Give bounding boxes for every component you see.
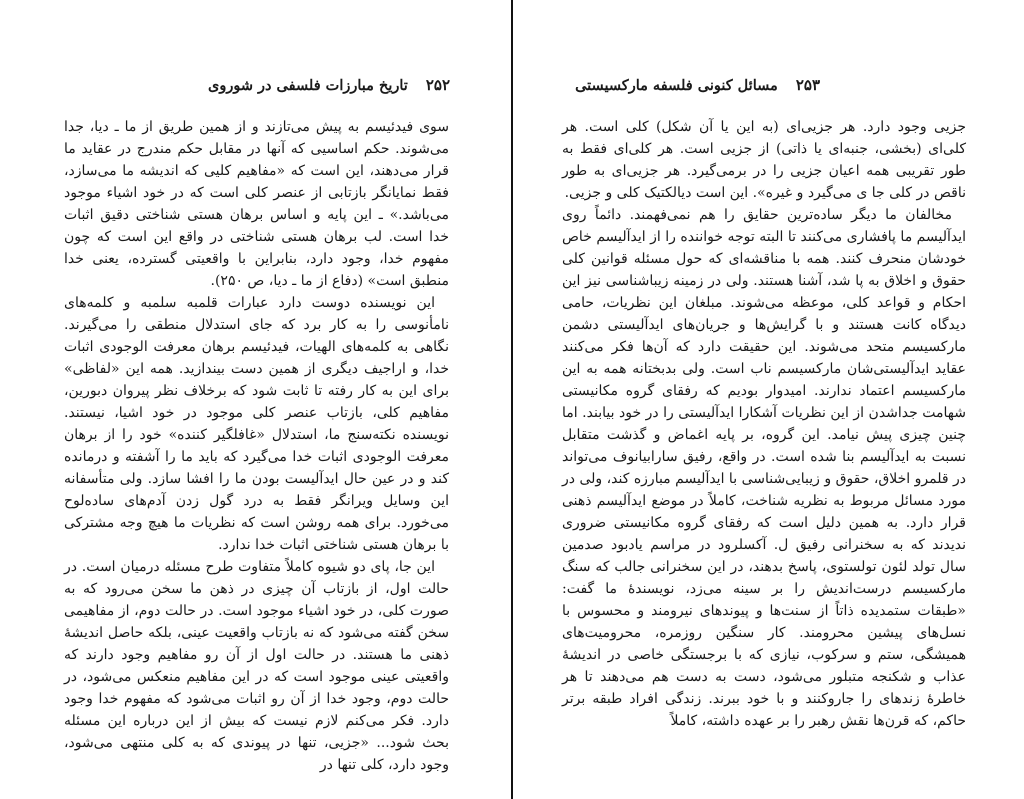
left-page bbox=[0, 0, 510, 799]
right-running-title: مسائل کنونی فلسفه مارکسیستی bbox=[575, 77, 778, 94]
left-page-body bbox=[64, 116, 449, 776]
paragraph: این نویسنده دوست دارد عبارات قلمبه سلمبه و کلمه‌های نامأنوسی را به کار برد که جای استدلال منطقی را می‌گیرند. نگاهی به کلمه‌های الهیات، فیدئیسم برهان معرفت الوجودی اثبات خدا، و اراجیف دیگری از همین دست بیندازید. همه این «لفاظی» برای این به کار رفته تا ثابت شود که برخلاف نظر پیروان دبورین، مفاهیم کلی، بازتاب عنصر کلی موجود در خود اشیا، نیستند. نویسنده نکته‌سنج ما، استدلال «غافلگیر کننده» خود را از برهان معرفت الوجودی اثبات خدا می‌گیرد که باید ما را آشفته و درمانده کند و در عین حال ایدآلیست بودن ما را افشا سازد. ولی متأسفانه این وسایل ویرانگر فقط به درد گول زدن آدم‌های ساده‌لوح می‌خورد. برای همه روشن است که نظریات ما هیچ وجه مشترکی با برهان هستی شناختی اثبات خدا ندارد. bbox=[64, 295, 449, 553]
right-page-number: ۲۵۳ bbox=[795, 76, 820, 94]
right-page bbox=[514, 0, 1024, 799]
left-running-title: تاریخ مبارزات فلسفی در شوروی bbox=[208, 77, 408, 94]
paragraph: جزیی وجود دارد. هر جزیی‌ای (به این یا آن شکل) کلی است. هر کلی‌ای (بخشی، جنبه‌ای یا ذاتی) از جزیی است. هر کلی‌ای فقط به طور تقریبی همه اعیان جزیی را در برمی‌گیرد. هر جزیی‌ای به طور ناقص در کلی جا ی می‌گیرد و غیره». این است دیالکتیک کلی و جزیی. bbox=[562, 119, 966, 201]
right-page-header bbox=[560, 76, 820, 98]
paragraph: سوی فیدئیسم به پیش می‌تازند و از همین طریق از ما ـ دیا، جدا می‌شوند. حکم اساسیی که آنها در مقابل حکم مندرج در عقاید ما قرار می‌دهند، این است که «مفاهیم کلیی که اندیشه ما می‌سازد، فقط نمایانگر بازتابی از عنصر کلی است که در خود اشیاء موجود می‌باشد.» ـ این پایه و اساس برهان هستی شناختی دقیق اثبات خدا است. لب برهان هستی شناختی در واقع این است که چون مفهوم خدا، وجود دارد، بنابراین با واقعیتی گسترده، یعنی خدا منطبق است» (دفاع از ما ـ دیا، ص ۲۵۰). bbox=[64, 119, 449, 289]
paragraph: مخالفان ما دیگر ساده‌ترین حقایق را هم نمی‌فهمند. دائماً روی ایدآلیسم ما پافشاری می‌کنند تا البته توجه خواننده را از ایدآلیسم خاص خودشان منحرف کنند. همه با مناقشه‌ای که حول مسئله قوانین کلی حقوق و اخلاق به پا شد، آشنا هستند. ولی در زمینه زیباشناسی نیز این احکام و قواعد کلی، موعظه می‌شوند. مبلغان این نظریات، حامی دیدگاه کانت هستند و با گرایش‌ها و جریان‌های ایدآلیستی دشمن مارکسیسم متحد می‌شوند. این حقیقت دارد که آن‌ها فکر می‌کنند عقاید ایدآلیستی‌شان مارکسیسم ناب است. ولی بدبختانه همه به این مارکسیسم اعتماد ندارند. امیدوار بودیم که رفقای گروه مکانیستی شهامت جداشدن از این نظریات آشکارا ایدآلیستی را در خود بیابند. اما چنین چیزی پیش نیامد. این گروه، بر پایه اغماض و گذشت متقابل نسبت به ایدآلیسم بنا شده است. در واقع، رفیق سارابیانوف می‌تواند در قلمرو اخلاق، حقوق و زیبایی‌شناسی با ایدآلیسم مبارزه کند، ولی در مورد مسائل مربوط به نظریه شناخت، کاملاً در موضع ایدآلیسم ذهنی قرار دارد. به همین دلیل است که رفقای گروه مکانیستی ضروری ندیدند که به سخنرانی رفیق ل. آکسلرود در مراسم یادبود صدمین سال تولد لئون تولستوی، پاسخ بدهند، در این سخنرانی جالب که سنگ مارکسیسم درست‌اندیش را بر سینه می‌زد، نویسندهٔ ما گفت: «طبقات ستمدیده ذاتاً از سنت‌ها و پیوندهای نیرومند و محسوس با نسل‌های پیشین محرومند. کار سنگین روزمره، محرومیت‌های همیشگی، ستم و سرکوب، نیازی که با برجستگی خاصی در اندیشهٔ عذاب و شکنجه متبلور می‌شود، دست به دست هم می‌دهند تا هر خاطرهٔ زندهای را جاروکنند و با خود ببرند. زندگی افراد طبقه برتر حاکم، که قرن‌ها نقش رهبر را بر عهده داشته، کاملاً bbox=[562, 207, 966, 729]
left-page-header bbox=[170, 76, 450, 98]
book-gutter-line bbox=[511, 0, 513, 799]
paragraph: این جا، پای دو شیوه کاملاً متفاوت طرح مسئله درمیان است. در حالت اول، از بازتاب آن چیزی در ذهن ما سخن می‌رود که به صورت کلی، در خود اشیاء موجود است. در حالت دوم، از مفاهیمی سخن گفته می‌شود که نه بازتاب واقعیت عینی، بلکه حاصل اندیشهٔ ذهنی ما هستند. در حالت اول از آن رو مفاهیم وجود دارند که واقعیتی عینی موجود است که در این مفاهیم منعکس می‌شود، در حالت دوم، وجود خدا از آن رو اثبات می‌شود که مفهوم خدا وجود دارد. فکر می‌کنم لازم نیست که بیش از این درباره این مسئله بحث شود... «جزیی، تنها در پیوندی که به کلی منتهی می‌شود، وجود دارد، کلی تنها در bbox=[64, 559, 449, 773]
left-page-number: ۲۵۲ bbox=[425, 76, 450, 94]
right-page-body bbox=[562, 116, 966, 732]
